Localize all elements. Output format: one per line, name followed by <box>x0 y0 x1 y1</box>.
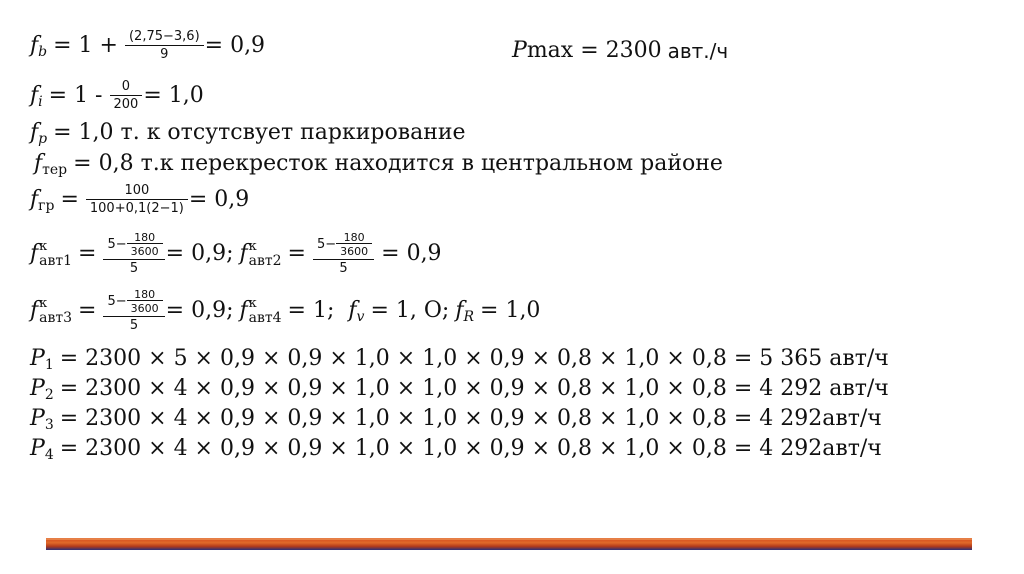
subscript: 2 <box>44 387 54 403</box>
denominator: 100+0,1(2−1) <box>86 199 188 215</box>
subscript: 1 <box>44 357 54 373</box>
denominator: 5 <box>313 259 374 275</box>
inner-fraction <box>338 232 370 257</box>
result: = 1,0 <box>143 82 204 108</box>
pmax-value: max = 2300 <box>526 38 662 63</box>
subscript: v <box>356 308 365 325</box>
equation-fter <box>34 151 723 178</box>
result: = 0,9 <box>381 240 442 266</box>
symbol-f: f <box>455 297 464 323</box>
subscript: i <box>38 93 43 110</box>
inner-denominator: 3600 <box>127 300 163 314</box>
equation-fgr <box>30 184 249 215</box>
subscript: R <box>463 308 475 325</box>
denominator: 5 <box>103 259 164 275</box>
result: = 0,9 <box>188 186 250 212</box>
symbol-f: f <box>30 297 39 323</box>
equation-fi <box>30 80 204 111</box>
fraction <box>112 80 141 111</box>
symbol-f: f <box>239 240 248 266</box>
symbol-p: P <box>30 436 45 461</box>
operator: = 1 + <box>53 32 118 58</box>
inner-numerator: 180 <box>134 231 156 244</box>
inner-numerator: 180 <box>134 288 156 301</box>
numerator: 100 <box>124 183 150 198</box>
symbol-p: P <box>30 376 45 401</box>
sup-sub <box>39 297 72 325</box>
symbol-p: P <box>512 38 527 63</box>
numerator: (2,75−3,6) <box>128 29 200 44</box>
subscript: тер <box>42 162 68 178</box>
fraction <box>127 30 202 61</box>
superscript: к <box>39 238 48 254</box>
subscript: 3 <box>44 417 54 433</box>
expression: = 2300 × 4 × 0,9 × 0,9 × 1,0 × 1,0 × 0,9 × 0,8 × 1,0 × 0,8 = 4 292авт/ч <box>59 436 882 461</box>
result: = 0,9; <box>165 297 234 323</box>
result: = 1, O; <box>370 297 450 323</box>
operator: = <box>78 297 97 323</box>
inner-fraction <box>129 232 161 257</box>
fraction <box>88 184 186 215</box>
subscript: 4 <box>44 447 54 463</box>
symbol-f: f <box>34 151 43 176</box>
symbol-f: f <box>30 186 39 212</box>
subscript: p <box>38 131 48 147</box>
subscript: авт2 <box>248 252 282 269</box>
symbol-f: f <box>30 240 39 266</box>
equation-pmax <box>512 40 728 62</box>
operator: = <box>78 240 97 266</box>
symbol-p: P <box>30 406 45 431</box>
numerator: 0 <box>121 79 131 94</box>
operator: = <box>60 186 79 212</box>
equation-p1 <box>30 346 889 373</box>
nested-fraction <box>315 232 372 275</box>
nested-fraction <box>105 232 162 275</box>
result: = 1,0 <box>480 297 541 323</box>
equation-p2 <box>30 376 889 403</box>
sup-sub <box>39 240 72 268</box>
inner-denominator: 3600 <box>336 243 372 257</box>
result: = 0,9; <box>165 240 234 266</box>
subscript: b <box>38 43 48 60</box>
pmax-unit: авт./ч <box>667 39 729 63</box>
equation-p4 <box>30 436 882 463</box>
equation-fp <box>30 120 466 147</box>
equation-avt34 <box>30 289 540 332</box>
numerator-part: 5− <box>107 237 127 252</box>
subscript: авт1 <box>39 252 73 269</box>
text: = 0,8 т.к перекресток находится в центральном районе <box>73 151 723 176</box>
expression: = 2300 × 4 × 0,9 × 0,9 × 1,0 × 1,0 × 0,9 × 0,8 × 1,0 × 0,8 = 4 292авт/ч <box>59 406 882 431</box>
subscript: авт3 <box>39 309 73 326</box>
symbol-f: f <box>30 32 39 58</box>
numerator-part: 5− <box>107 294 127 309</box>
equation-fb <box>30 30 265 61</box>
subscript: авт4 <box>248 309 282 326</box>
result: = 0,9 <box>204 32 266 58</box>
superscript: к <box>248 238 257 254</box>
symbol-f: f <box>30 120 39 145</box>
nested-fraction <box>105 289 162 332</box>
operator: = <box>287 240 306 266</box>
symbol-f: f <box>239 297 248 323</box>
subscript: гр <box>38 197 55 214</box>
inner-numerator: 180 <box>343 231 365 244</box>
text: = 1,0 т. к отсутсвует паркирование <box>53 120 466 145</box>
superscript: к <box>39 295 48 311</box>
expression: = 2300 × 5 × 0,9 × 0,9 × 1,0 × 1,0 × 0,9 × 0,8 × 1,0 × 0,8 = 5 365 авт/ч <box>59 346 889 371</box>
operator: = 1; <box>287 297 335 323</box>
superscript: к <box>248 295 257 311</box>
denominator: 5 <box>103 316 164 332</box>
inner-fraction <box>129 289 161 314</box>
denominator: 200 <box>110 95 143 111</box>
numerator-part: 5− <box>316 237 337 252</box>
equation-p3 <box>30 406 882 433</box>
sup-sub <box>249 297 282 325</box>
symbol-f: f <box>30 82 39 108</box>
denominator: 9 <box>125 45 204 61</box>
equation-avt12 <box>30 232 442 275</box>
expression: = 2300 × 4 × 0,9 × 0,9 × 1,0 × 1,0 × 0,9 × 0,8 × 1,0 × 0,8 = 4 292 авт/ч <box>59 376 889 401</box>
sup-sub <box>249 240 282 268</box>
operator: = 1 - <box>48 82 103 108</box>
symbol-p: P <box>30 346 45 371</box>
symbol-f: f <box>348 297 357 323</box>
decorative-bar-highlight <box>46 538 972 540</box>
inner-denominator: 3600 <box>127 243 163 257</box>
